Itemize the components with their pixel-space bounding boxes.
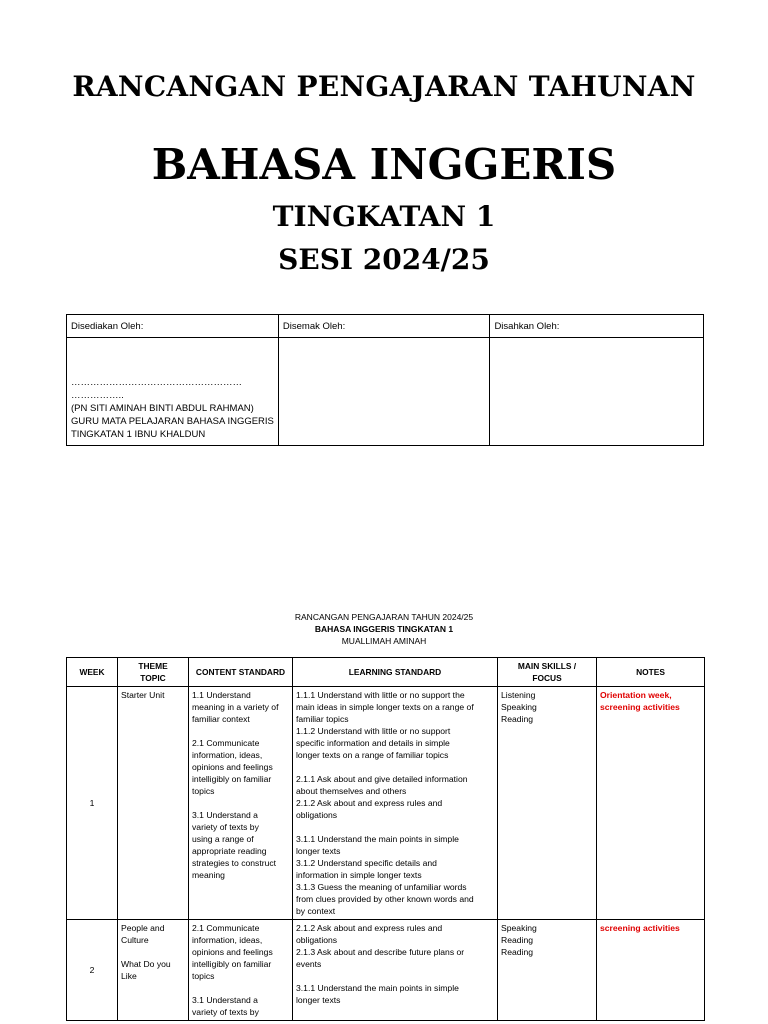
preparer-role: TINGKATAN 1 IBNU KHALDUN <box>71 429 206 440</box>
theme-cell: Starter Unit <box>118 687 189 920</box>
week-number: 2 <box>67 920 118 1021</box>
col-content-standard: CONTENT STANDARD <box>189 658 293 687</box>
signature-table <box>66 314 704 446</box>
col-main-skills: MAIN SKILLS / FOCUS <box>498 658 597 687</box>
approved-by-label: Disahkan Oleh: <box>490 315 704 338</box>
prepared-by-label: Disediakan Oleh: <box>67 315 279 338</box>
table-row <box>67 687 705 920</box>
preparer-role: GURU MATA PELAJARAN BAHASA INGGERIS <box>71 416 274 427</box>
plan-heading: RANCANGAN PENGAJARAN TAHUN 2024/25 <box>294 612 474 622</box>
plan-teacher: MUALLIMAH AMINAH <box>341 636 427 646</box>
table-row <box>67 920 705 1021</box>
content-standard-cell: 1.1 Understand meaning in a variety of familiar context 2.1 Communicate information, ideas, opinions and feelings intelligibly on familiar topics 3.1 Understand a variety of texts by using a range of appropriate reading strategies to construct meaning <box>189 687 293 920</box>
skills-cell: Listening Speaking Reading <box>498 687 597 920</box>
form-title: TINGKATAN 1 <box>272 200 496 233</box>
skills-cell: Speaking Reading Reading <box>498 920 597 1021</box>
col-notes: NOTES <box>597 658 705 687</box>
learning-standard-cell: 1.1.1 Understand with little or no support the main ideas in simple longer texts on a range of familiar topics 1.1.2 Understand with little or no support specific information and details in simple longer texts on a range of familiar topics 2.1.1 Ask about and give detailed information about themselves and others 2.1.2 Ask about and express rules and obligations 3.1.1 Understand the main points in simple longer texts 3.1.2 Understand specific details and information in simple longer texts 3.1.3 Guess the meaning of unfamiliar words from clues provided by other known words and by context <box>293 687 498 920</box>
lesson-plan-table <box>66 657 705 1021</box>
preparer-name: (PN SITI AMINAH BINTI ABDUL RAHMAN) <box>71 403 254 414</box>
notes-cell: screening activities <box>597 920 705 1021</box>
learning-standard-cell: 2.1.2 Ask about and express rules and obligations 2.1.3 Ask about and describe future plans or events 3.1.1 Understand the main points in simple longer texts <box>293 920 498 1021</box>
session-title: SESI 2024/25 <box>278 243 490 276</box>
preparer-signature-cell <box>67 338 279 446</box>
subject-title: BAHASA INGGERIS <box>151 140 617 189</box>
notes-cell: Orientation week, screening activities <box>597 687 705 920</box>
col-learning-standard: LEARNING STANDARD <box>293 658 498 687</box>
checked-by-label: Disemak Oleh: <box>278 315 490 338</box>
col-theme: THEME TOPIC <box>118 658 189 687</box>
col-week: WEEK <box>67 658 118 687</box>
theme-cell: People and Culture What Do you Like <box>118 920 189 1021</box>
signature-dots: ……………………………………………… <box>71 377 242 388</box>
doc-title: RANCANGAN PENGAJARAN TAHUNAN <box>72 70 696 103</box>
content-standard-cell: 2.1 Communicate information, ideas, opinions and feelings intelligibly on familiar topics 3.1 Understand a variety of texts by <box>189 920 293 1021</box>
signature-dots: …………….. <box>71 390 124 401</box>
week-number: 1 <box>67 687 118 920</box>
approver-signature-cell <box>490 338 704 446</box>
plan-subject: BAHASA INGGERIS TINGKATAN 1 <box>314 624 454 634</box>
checker-signature-cell <box>278 338 490 446</box>
